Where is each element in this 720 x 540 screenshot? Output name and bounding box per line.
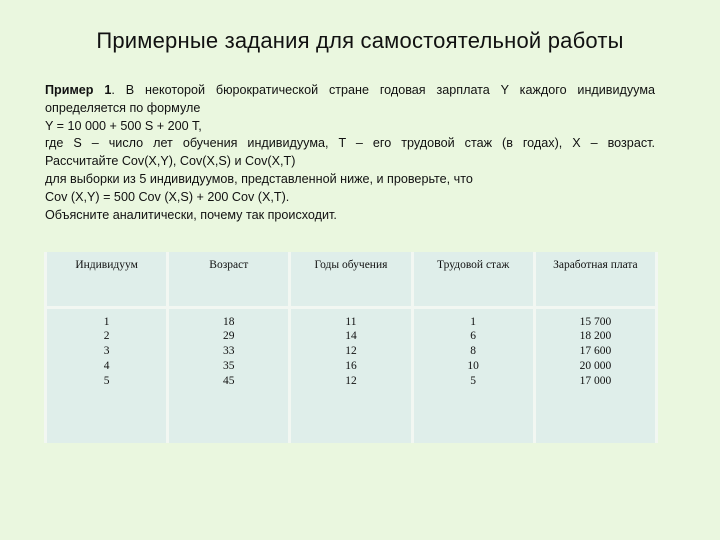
task-line-6: для выборки из 5 индивидуумов, представленной ниже, и проверьте, что (45, 171, 473, 186)
task-line-4: где S – число лет обучения индивидуума, T – его трудовой стаж (в годах), X – возраст. (45, 136, 655, 151)
header-salary: Заработная плата (534, 252, 656, 307)
column-salary (534, 307, 656, 443)
column-individual (46, 307, 168, 443)
column-age (168, 307, 290, 443)
page-title: Примерные задания для самостоятельной работы (96, 28, 624, 53)
task-text (45, 82, 655, 224)
table-cell: 15 700 (579, 315, 612, 328)
header-work-experience: Трудовой стаж (412, 252, 534, 307)
table-cell: 17 000 (579, 374, 612, 387)
table-cell: 18 (223, 315, 235, 328)
table-cell: 4 (103, 359, 110, 372)
table-cell: 8 (470, 345, 477, 358)
table-cell: 29 (223, 330, 235, 343)
header-individual: Индивидуум (46, 252, 168, 307)
formula-line: Y = 10 000 + 500 S + 200 T, (45, 118, 202, 133)
task-line-1-rest: . В некоторой бюрократической стране годовая зарплата Y каждого индивидуума (111, 83, 655, 97)
table-cell: 6 (470, 330, 477, 343)
table-header-row (46, 252, 657, 307)
table-cell: 5 (103, 374, 110, 387)
task-line-8: Объясните аналитически, почему так происходит. (45, 207, 337, 222)
table-cell: 11 (345, 315, 357, 328)
header-age: Возраст (168, 252, 290, 307)
data-table (44, 252, 658, 443)
table-cell: 14 (345, 330, 357, 343)
column-work-experience (412, 307, 534, 443)
table-cell: 5 (470, 374, 477, 387)
task-line-7: Cov (X,Y) = 500 Cov (X,S) + 200 Cov (X,T). (45, 189, 290, 204)
table-cell: 33 (223, 345, 235, 358)
header-education-years: Годы обучения (290, 252, 412, 307)
example-label: Пример 1 (45, 83, 112, 97)
column-education-years (290, 307, 412, 443)
table-cell: 16 (345, 359, 357, 372)
table-cell: 12 (345, 345, 357, 358)
table-cell: 35 (223, 359, 235, 372)
task-line-1 (45, 82, 655, 100)
table-cell: 20 000 (579, 359, 612, 372)
table-cell: 45 (223, 374, 235, 387)
table-cell: 17 600 (579, 345, 612, 358)
table-cell: 18 200 (579, 330, 612, 343)
table-cell: 1 (103, 315, 110, 328)
task-line-2: определяется по формуле (45, 100, 201, 115)
table-cell: 12 (345, 374, 357, 387)
task-line-5: Рассчитайте Cov(X,Y), Cov(X,S) и Cov(X,T) (45, 154, 296, 169)
table-cell: 1 (470, 315, 477, 328)
table-cell: 3 (103, 345, 110, 358)
table-data-row (46, 307, 657, 443)
table-cell: 2 (103, 330, 110, 343)
table-cell: 10 (467, 359, 479, 372)
